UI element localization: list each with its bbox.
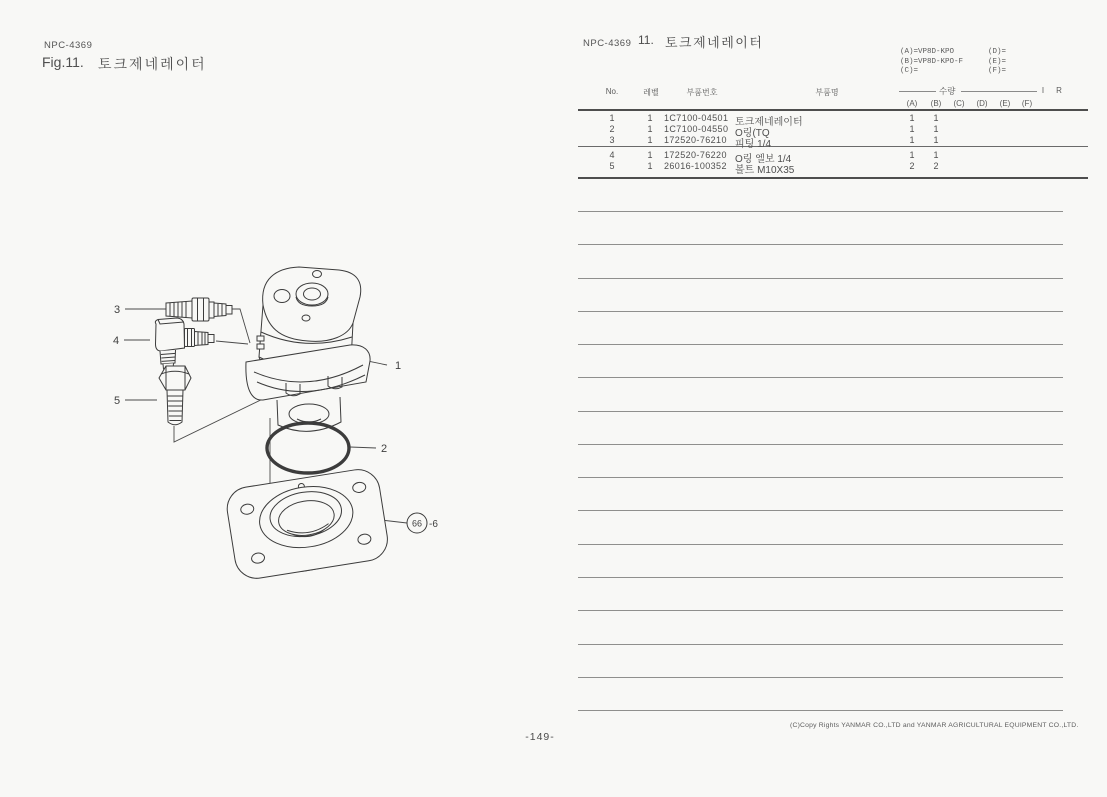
figure-label: Fig.11. xyxy=(42,54,84,70)
col-header-level: 레벨 xyxy=(643,88,659,97)
col-header-r: R xyxy=(1056,86,1062,95)
cell-no: 5 xyxy=(609,161,615,171)
blank-rule xyxy=(578,411,1063,412)
legend-f: (F)= xyxy=(988,67,1007,75)
cell-qty-b: 2 xyxy=(933,161,939,171)
cell-level: 1 xyxy=(647,124,653,134)
page-number: -149- xyxy=(525,731,555,743)
qty-subheader-f: (F) xyxy=(1021,99,1033,108)
blank-rule xyxy=(578,477,1063,478)
blank-rule xyxy=(578,377,1063,378)
qty-dash-right xyxy=(961,91,1037,92)
cell-no: 2 xyxy=(609,124,615,134)
legend-a: (A)=VP8D-KPO xyxy=(900,48,955,56)
cell-part-no: 1C7100-04550 xyxy=(664,124,729,134)
cell-part-no: 26016-100352 xyxy=(664,161,727,171)
cell-level: 1 xyxy=(647,161,653,171)
blank-rule xyxy=(578,610,1063,611)
cell-qty-b: 1 xyxy=(933,113,939,123)
callout-2: 2 xyxy=(381,443,388,455)
ref-figure-number: 66 xyxy=(411,518,423,529)
col-header-no: No. xyxy=(605,87,619,96)
qty-dash-left xyxy=(899,91,936,92)
qty-subheader-d: (D) xyxy=(976,99,988,108)
torque-generator-assembly xyxy=(246,267,370,431)
cell-qty-b: 1 xyxy=(933,135,939,145)
elbow-fitting-part xyxy=(155,318,214,371)
cell-level: 1 xyxy=(647,135,653,145)
legend-d: (D)= xyxy=(988,48,1007,56)
cell-level: 1 xyxy=(647,113,653,123)
cell-qty-a: 1 xyxy=(909,113,915,123)
cell-qty-a: 1 xyxy=(909,135,915,145)
table-bottom-rule xyxy=(578,177,1088,179)
cell-qty-b: 1 xyxy=(933,124,939,134)
cell-no: 1 xyxy=(609,113,615,123)
doc-code-left: NPC-4369 xyxy=(44,40,93,51)
section-number: 11. xyxy=(638,33,654,47)
blank-rule xyxy=(578,344,1063,345)
cell-part-name: 피팅 1/4 xyxy=(735,139,771,150)
callout-1: 1 xyxy=(395,360,402,372)
blank-rule xyxy=(578,544,1063,545)
cell-level: 1 xyxy=(647,150,653,160)
cell-no: 3 xyxy=(609,135,615,145)
col-header-qty: 수량 xyxy=(939,86,956,96)
flange-part xyxy=(224,466,391,581)
callout-6: -6 xyxy=(429,519,438,530)
cell-qty-a: 1 xyxy=(909,150,915,160)
blank-rule xyxy=(578,244,1063,245)
cell-qty-a: 2 xyxy=(909,161,915,171)
cell-qty-a: 1 xyxy=(909,124,915,134)
callout-5: 5 xyxy=(114,395,121,407)
col-header-partname: 부품명 xyxy=(815,88,839,97)
section-title: 토크제네레이터 xyxy=(665,35,764,50)
cell-part-name: 볼트 M10X35 xyxy=(735,165,795,176)
exploded-view-diagram xyxy=(100,255,460,605)
blank-rule xyxy=(578,710,1063,711)
legend-c: (C)= xyxy=(900,67,919,75)
col-header-partno: 부품번호 xyxy=(686,88,718,97)
qty-subheader-e: (E) xyxy=(999,99,1011,108)
table-header-rule xyxy=(578,109,1088,111)
figure-title: 토크제네레이터 xyxy=(98,56,207,72)
legend-e: (E)= xyxy=(988,57,1007,66)
blank-rule xyxy=(578,311,1063,312)
cell-part-no: 172520-76210 xyxy=(664,135,727,145)
col-header-i: I xyxy=(1041,86,1045,95)
doc-code-right: NPC-4369 xyxy=(583,38,632,49)
blank-rule xyxy=(578,577,1063,578)
cell-part-name: 토크제네레이터 xyxy=(735,117,803,128)
legend-b: (B)=VP8D-KPO-F xyxy=(900,57,964,66)
callout-4: 4 xyxy=(113,335,120,347)
bolt-part xyxy=(159,366,191,425)
cell-qty-b: 1 xyxy=(933,150,939,160)
copyright-text: (C)Copy Rights YANMAR CO.,LTD and YANMAR AGRICULTURAL EQUIPMENT CO.,LTD. xyxy=(790,722,1079,729)
cell-part-name: O링(TQ xyxy=(735,128,770,139)
blank-rule xyxy=(578,278,1063,279)
callout-3: 3 xyxy=(114,304,121,316)
model-legend xyxy=(900,48,1006,77)
blank-rule xyxy=(578,510,1063,511)
cell-part-no: 172520-76220 xyxy=(664,150,727,160)
blank-rule xyxy=(578,644,1063,645)
qty-subheader-b: (B) xyxy=(930,99,942,108)
blank-rule xyxy=(578,444,1063,445)
cell-part-no: 1C7100-04501 xyxy=(664,113,729,123)
qty-subheader-c: (C) xyxy=(953,99,965,108)
cell-no: 4 xyxy=(609,150,615,160)
cell-part-name: O링 엘보 1/4 xyxy=(735,154,792,165)
qty-subheader-a: (A) xyxy=(906,99,918,108)
blank-rule xyxy=(578,211,1063,212)
blank-rule xyxy=(578,677,1063,678)
fitting-part xyxy=(166,298,232,321)
